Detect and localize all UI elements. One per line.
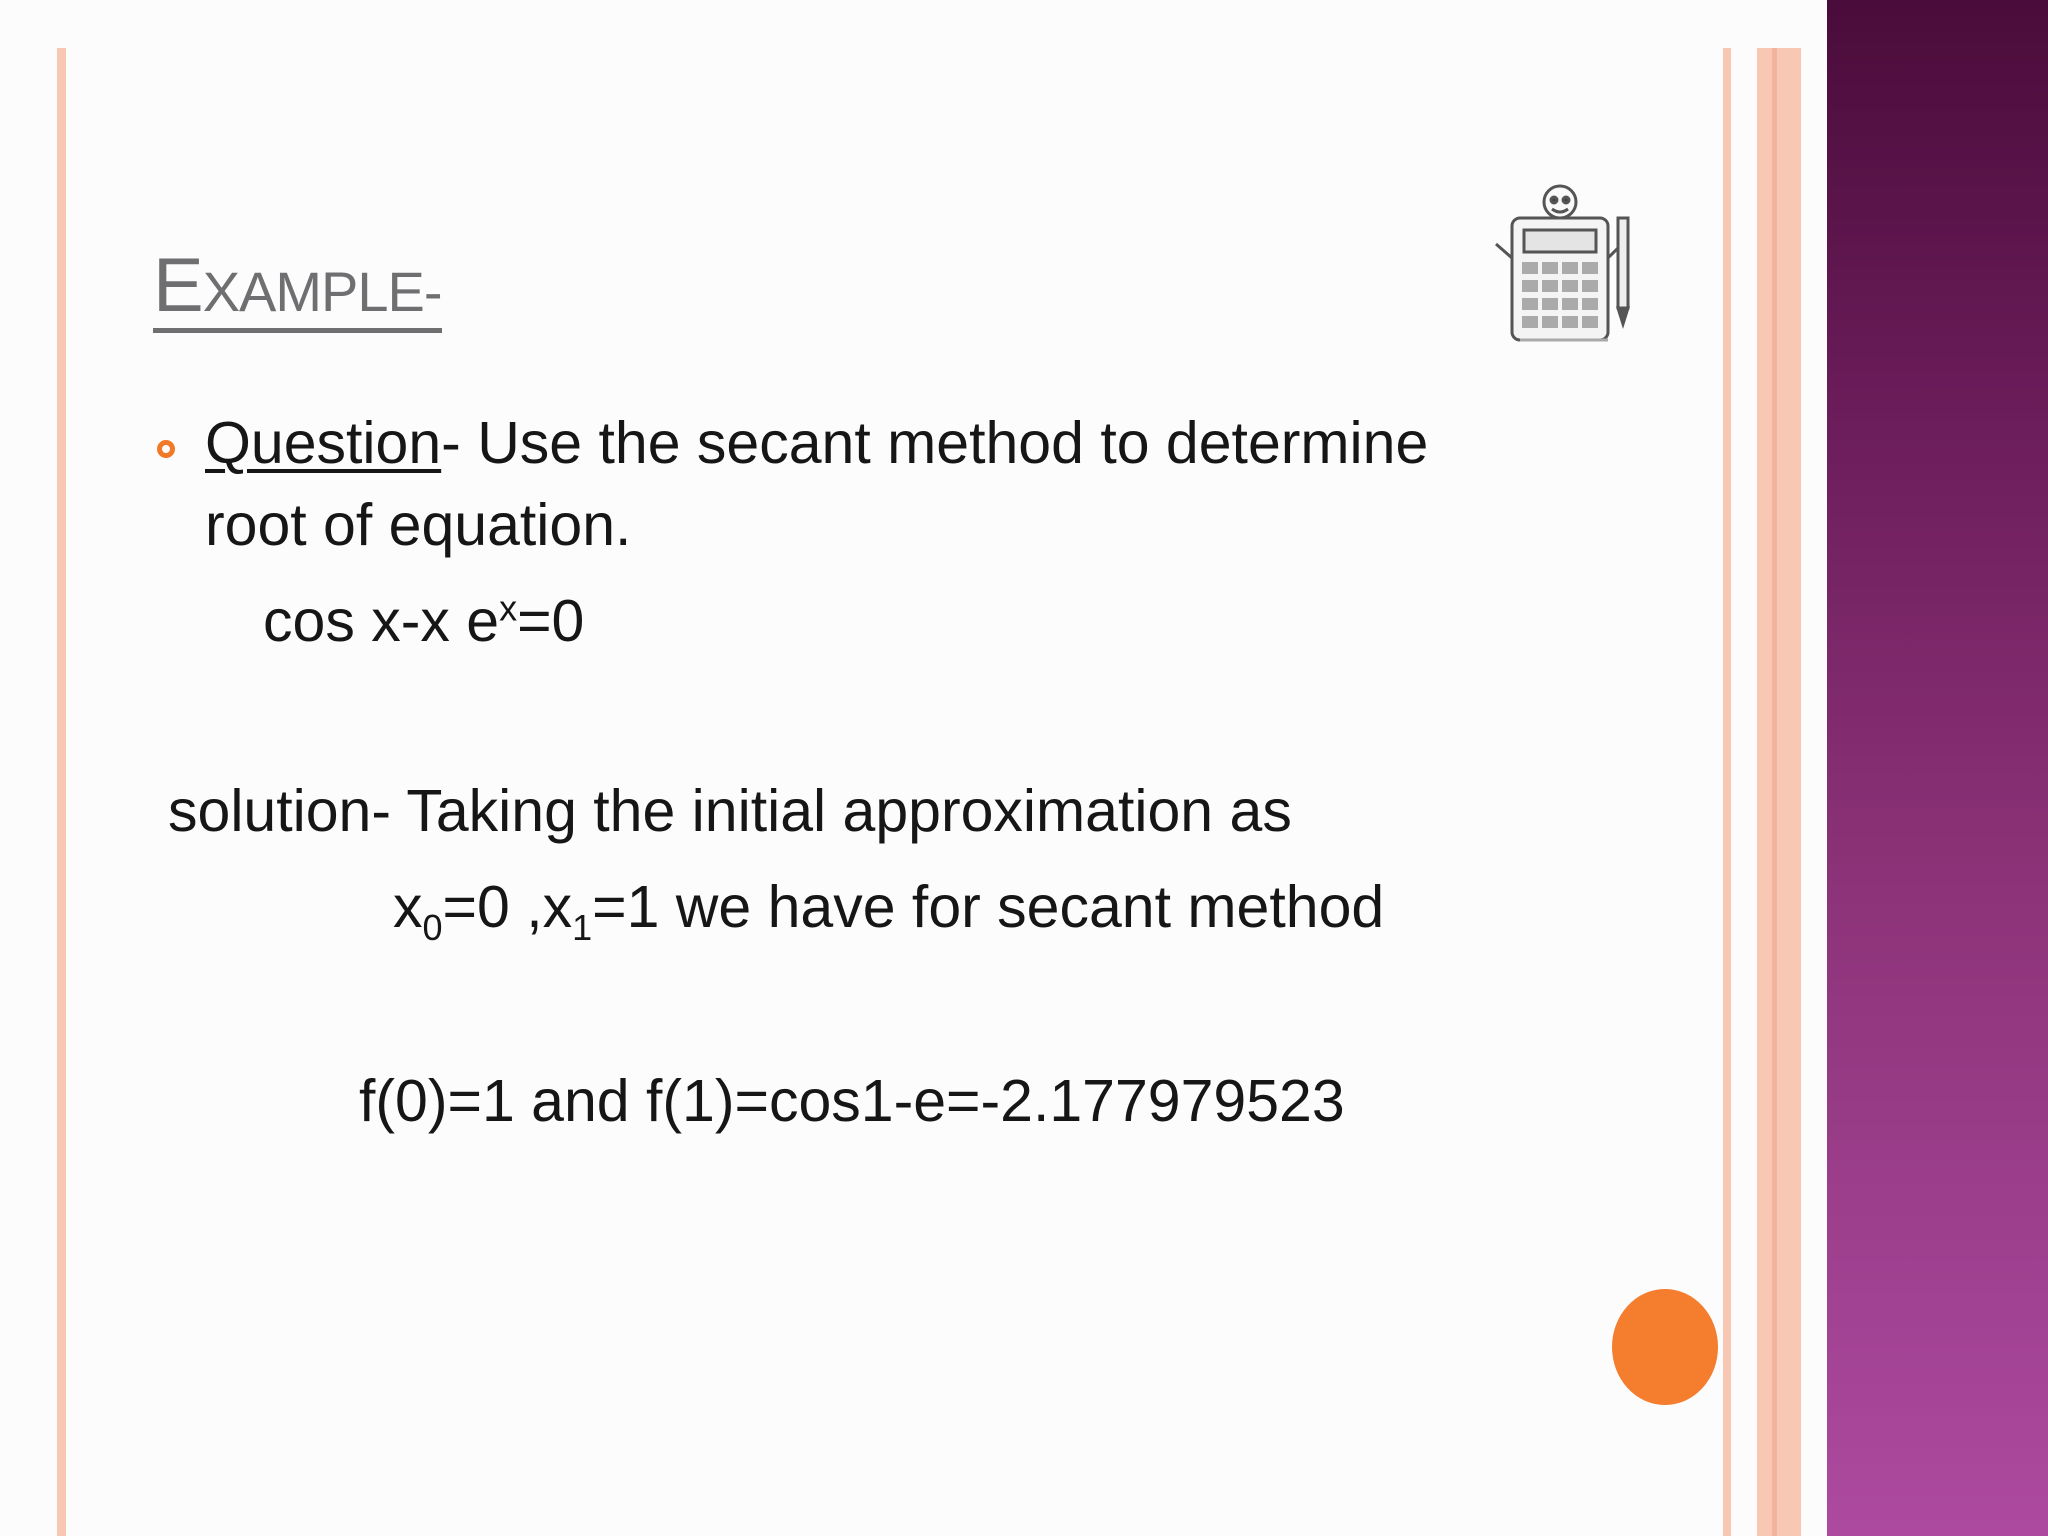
slide-title	[153, 243, 442, 333]
init-subscript-1: 1	[572, 906, 593, 948]
function-values-line: f(0)=1 and f(1)=cos1-e=-2.177979523	[359, 1068, 1345, 1134]
right-border-band	[1757, 48, 1801, 1536]
question-text: - Use the secant method to determine	[441, 410, 1429, 476]
init-x: x	[393, 874, 423, 940]
right-border-inner-line	[1772, 48, 1777, 1536]
equation	[263, 588, 584, 656]
right-border-gap	[1731, 48, 1757, 1536]
init-subscript-0: 0	[422, 906, 443, 948]
question-line-1	[205, 410, 1428, 478]
title-rest: XAMPLE-	[202, 260, 442, 323]
equation-superscript: x	[499, 587, 518, 629]
equation-lhs: cos x-x e	[263, 588, 500, 654]
left-border-line	[57, 48, 66, 1536]
title-initial: E	[153, 243, 203, 328]
right-border-line	[1723, 48, 1731, 1536]
purple-side-panel	[1827, 0, 2048, 1536]
circle-bullet-icon	[157, 440, 175, 458]
question-label: Question	[205, 410, 442, 476]
init-end: =1 we have for secant method	[592, 874, 1385, 940]
init-mid: =0 ,x	[442, 874, 573, 940]
solution-line: solution- Taking the initial approximation as	[168, 778, 1292, 844]
orange-circle-icon	[1612, 1289, 1718, 1405]
equation-rhs: =0	[517, 588, 585, 654]
initial-approximation-line	[393, 874, 1385, 948]
question-line-2: root of equation.	[205, 492, 632, 558]
calculator-clipart-icon	[1490, 178, 1650, 353]
